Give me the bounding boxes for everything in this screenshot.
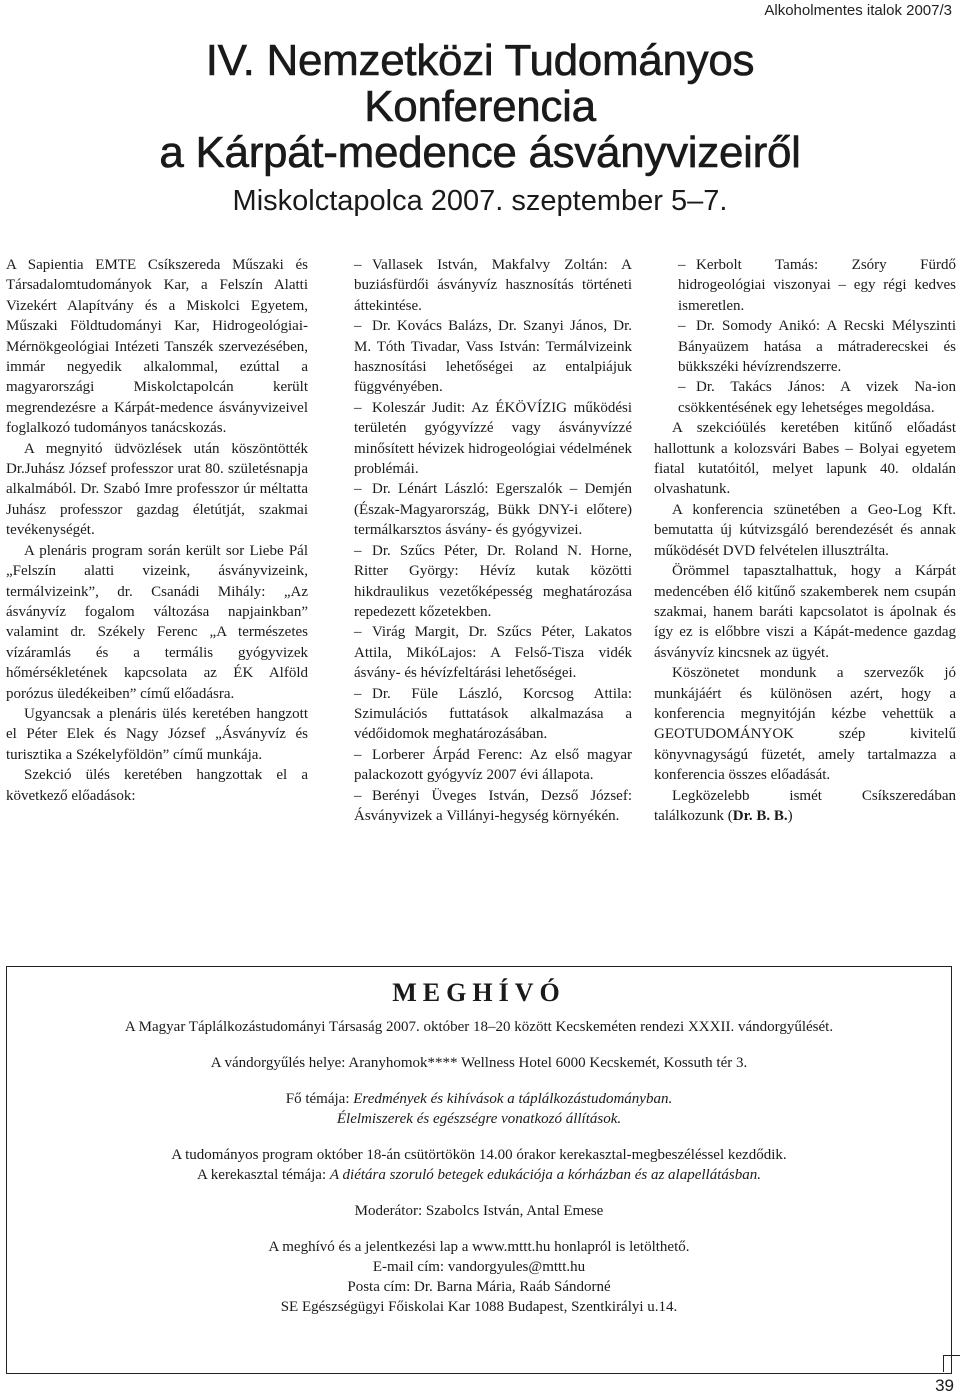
lecture-text: Lorberer Árpád Ferenc: Az első magyar palackozott gyógyvíz 2007 évi állapota. xyxy=(354,746,632,784)
dash-bullet: – xyxy=(678,318,686,335)
lecture-item xyxy=(330,316,632,398)
lecture-text: Dr. Lénárt László: Egerszalók – Demjén (Észak-Magyarország, Bükk DNY-i előtere) termálkarsztos ásvány- és gyógyvizei. xyxy=(354,481,632,539)
lecture-item xyxy=(654,255,956,316)
closing-text: Legközelebb ismét Csíkszeredában találkozunk ( xyxy=(654,787,956,824)
invitation-email: E-mail cím: vandorgyules@mttt.hu xyxy=(372,1259,586,1275)
roundtable-label: A kerekasztal témája: xyxy=(197,1167,330,1183)
invitation-theme xyxy=(7,1089,951,1109)
invitation-box xyxy=(6,966,952,1374)
lecture-text: Vallasek István, Makfalvy Zoltán: A buziásfürdői ásványvíz hasznosítás történeti áttekintése. xyxy=(354,257,632,314)
paragraph: A Sapientia EMTE Csíkszereda Műszaki és Társadalomtudományok Kar, a Felszín Alatti Vizekért Alapítvány és a Miskolci Egyetem, Műszaki Földtudományi Kar, Hidrogeológiai-Mérnökgeológiai Intézeti Tanszék szervezésében, immár negyedik alkalommal, ezúttal a magyarországi Miskolctapolcán került megrendezésre a Kárpát-medence ásványvizeivel foglalkozó tudományos tanácskozás. xyxy=(6,257,308,437)
theme-text-2: Élelmiszerek és egészségre vonatkozó állítások. xyxy=(336,1111,622,1127)
lecture-item xyxy=(330,684,632,745)
lecture-text: Dr. Takács János: A vizek Na-ion csökkentésének egy lehetséges megoldása. xyxy=(678,379,956,416)
lecture-text: Dr. Somody Anikó: A Recski Mélyszinti Bányaüzem hatása a mátraderecskei és bükkszéki hévízrendszerre. xyxy=(678,318,956,376)
invitation-venue: A vándorgyűlés helye: Aranyhomok**** Wellness Hotel 6000 Kecskemét, Kossuth tér 3. xyxy=(210,1055,748,1071)
lecture-item xyxy=(654,377,956,418)
article-title-line-2: Konferencia xyxy=(364,82,596,131)
column-1 xyxy=(6,255,308,826)
article-body xyxy=(6,255,958,826)
lecture-item xyxy=(330,479,632,540)
dash-bullet: – xyxy=(354,685,362,702)
invitation-theme-2 xyxy=(7,1109,951,1129)
lecture-item xyxy=(330,745,632,786)
column-3 xyxy=(654,255,956,826)
lecture-text: Koleszár Judit: Az ÉKÖVÍZIG működési területén gyógyvízzé vagy ásványvízzé minősített hévizek hidrogeológiai védelmének problémái. xyxy=(354,399,632,478)
invitation-moderator: Moderátor: Szabolcs István, Antal Emese xyxy=(354,1203,604,1219)
paragraph: Köszönetet mondunk a szervezők jó munkájáért és különösen azért, hogy a konferencia megnyitóján kézbe vehettük a GEOTUDOMÁNYOK szép kivitelű könyvnagyságú füzetét, amely tartalmazza a konferencia összes előadását. xyxy=(654,665,956,784)
invitation-download: A meghívó és a jelentkezési lap a www.mttt.hu honlapról is letölthető. xyxy=(268,1239,690,1255)
theme-text-1: Eredmények és kihívások a táplálkozástudományban. xyxy=(353,1091,673,1107)
lecture-text: Virág Margit, Dr. Szűcs Péter, Lakatos Attila, MikóLajos: A Felső-Tisza vidék ásvány- és hévízfeltárási lehetőségei. xyxy=(354,624,632,682)
invitation-program: A tudományos program október 18-án csütörtökön 14.00 órakor kerekasztal-megbeszéléssel kezdődik. xyxy=(171,1147,787,1163)
paragraph: Ugyancsak a plenáris ülés keretében hangzott el Péter Elek és Nagy József „Ásványvíz és turisztika a Székelyföldön” című munkája. xyxy=(6,705,308,763)
article-title-line-1: IV. Nemzetközi Tudományos xyxy=(205,36,755,85)
dash-bullet: – xyxy=(678,379,686,396)
lecture-text: Dr. Füle László, Korcsog Attila: Szimulációs futtatások alkalmazása a védőidomok meghatározásában. xyxy=(354,685,632,743)
paragraph: A szekcióülés keretében kitűnő előadást hallottunk a kolozsvári Babes – Bolyai egyetem fiatal kutatóitól, melyet lapunk 40. oldalán olvashatunk. xyxy=(654,420,956,498)
theme-label: Fő témája: xyxy=(285,1091,354,1107)
column-2 xyxy=(330,255,632,826)
dash-bullet: – xyxy=(678,257,686,273)
paragraph: A plenáris program során került sor Liebe Pál „Felszín alatti vizeink, ásványvizeink, termálvizeink”, dr. Csanádi Mihály: „Az ásványvíz fogalom változása napjainkban” valamint dr. Székely Ferenc „A természetes vízáramlás és a termális gyógyvizek hőmérsékletének kapcsolata az ÉK Alföld porózus üledékeiben” című előadásra. xyxy=(6,542,308,702)
dash-bullet: – xyxy=(354,746,362,763)
roundtable-text: A diétára szoruló betegek edukációja a kórházban és az alapellátásban. xyxy=(329,1167,761,1183)
lecture-item xyxy=(654,316,956,377)
invitation-post: Posta cím: Dr. Barna Mária, Raáb Sándorné xyxy=(347,1279,611,1295)
dash-bullet: – xyxy=(354,787,362,804)
lecture-text: Kerbolt Tamás: Zsóry Fürdő hidrogeológiai viszonyai – egy régi kedves ismeretlen. xyxy=(678,257,956,314)
lecture-item xyxy=(330,541,632,623)
dash-bullet: – xyxy=(354,624,362,641)
lecture-item xyxy=(330,255,632,316)
running-header: Alkoholmentes italok 2007/3 xyxy=(764,2,952,19)
dash-bullet: – xyxy=(354,481,362,498)
author-signature: Dr. B. B. xyxy=(732,807,788,824)
dash-bullet: – xyxy=(354,257,362,273)
closing-paragraph xyxy=(654,786,956,827)
paragraph: Örömmel tapasztalhattuk, hogy a Kárpát medencében élő kitűnő szakemberek nem csupán szakmai, hanem baráti kapcsolatot is ápolnak és így ez is előbbre viszi a Kápát-medence gazdag ásványvíz kincsnek az ügyét. xyxy=(654,563,956,661)
lecture-text: Dr. Szűcs Péter, Dr. Roland N. Horne, Ritter György: Hévíz kutak közötti hikdraulikus vezetőképesség meghatározása repedezett kőzetekben. xyxy=(354,542,632,620)
paragraph: Szekció ülés keretében hangzottak el a következő előadások: xyxy=(6,767,308,804)
dash-bullet: – xyxy=(354,318,362,335)
invitation-roundtable xyxy=(7,1165,951,1185)
paragraph: A megnyitó üdvözlések után köszöntötték Dr.Juhász József professzor urat 80. születésnapja alkalmából. Dr. Szabó Imre professzor úr méltatta Juhász professzor gazdag életútját, szakmai tevékenységét. xyxy=(6,440,308,539)
lecture-text: Berényi Üveges István, Dezső József: Ásványvizek a Villányi-hegység környékén. xyxy=(354,787,632,824)
article-title-line-3: a Kárpát-medence ásványvizeiről xyxy=(159,128,801,177)
page-number: 39 xyxy=(935,1376,954,1395)
page-corner-mark xyxy=(943,1355,960,1372)
invitation-title: MEGHÍVÓ xyxy=(392,978,566,1007)
lecture-item xyxy=(330,398,632,480)
dash-bullet: – xyxy=(354,542,362,559)
article-subtitle: Miskolctapolca 2007. szeptember 5–7. xyxy=(232,185,728,217)
article-title-block xyxy=(0,38,960,218)
lecture-text: Dr. Kovács Balázs, Dr. Szanyi János, Dr. M. Tóth Tivadar, Vass István: Termálvizeink hasznosítási lehetőségei az entalpiájuk függvényében. xyxy=(354,318,632,396)
lecture-item xyxy=(330,622,632,683)
closing-paren: ) xyxy=(787,807,793,824)
invitation-line: A Magyar Táplálkozástudományi Társaság 2007. október 18–20 között Kecskeméten rendezi XXXII. vándorgyűlését. xyxy=(124,1019,834,1035)
dash-bullet: – xyxy=(354,399,362,416)
lecture-item xyxy=(330,786,632,827)
invitation-address: SE Egészségügyi Főiskolai Kar 1088 Budapest, Szentkirályi u.14. xyxy=(280,1299,678,1315)
paragraph: A konferencia szünetében a Geo-Log Kft. bemutatta új kútvizsgáló berendezését és annak működését DVD felvételen illusztrálta. xyxy=(654,501,956,559)
